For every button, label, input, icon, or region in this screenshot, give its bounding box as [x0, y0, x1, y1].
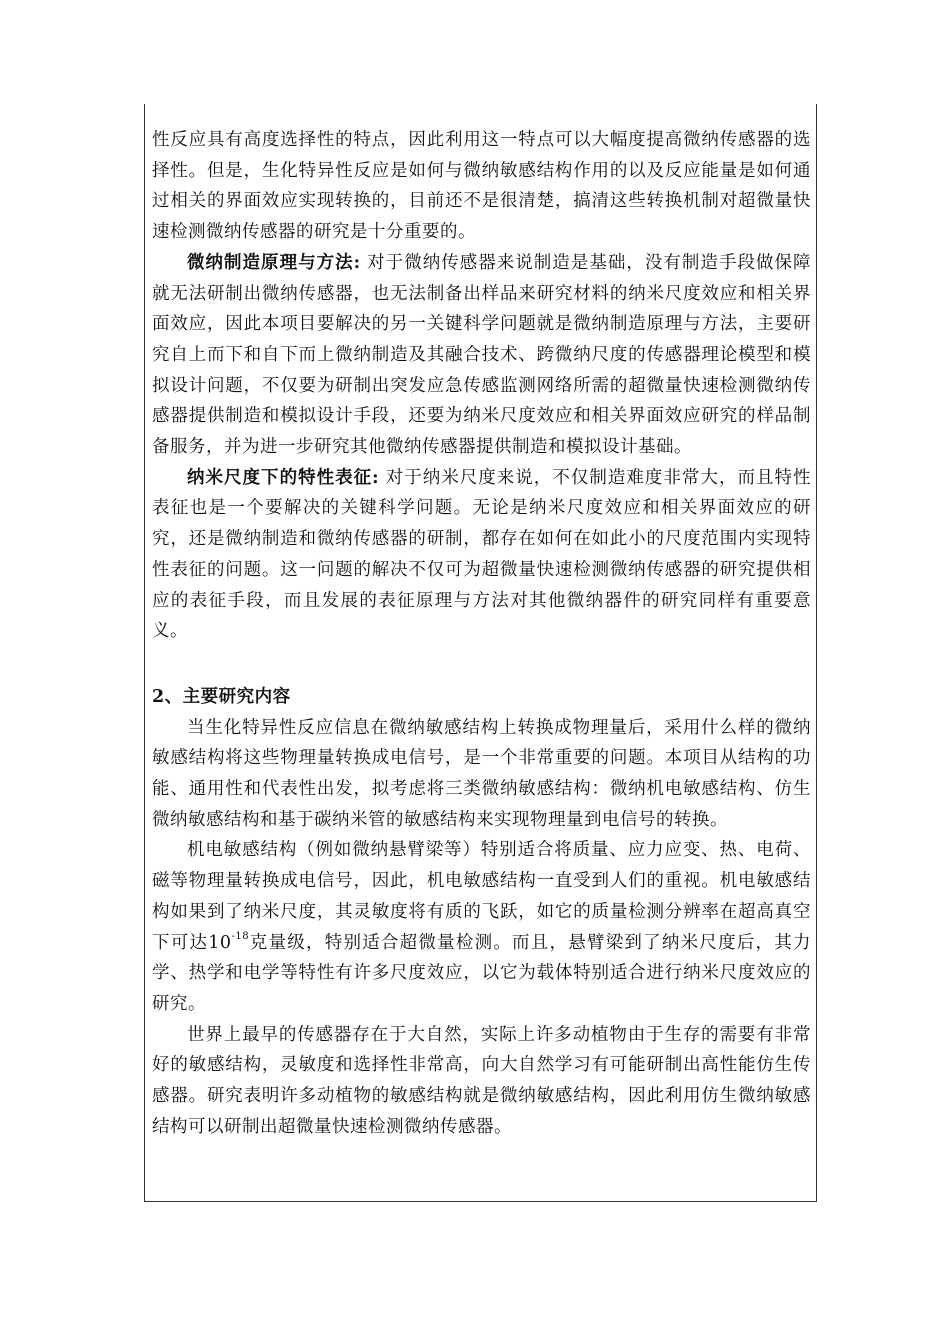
paragraph-bionic: 世界上最早的传感器存在于大自然，实际上许多动植物由于生存的需要有非常好的敏感结构，灵敏度和选择性非常高，向大自然学习有可能研制出高性能仿生传感器。研究表明许多动植物的敏感结构就是微纳敏感结构，因此利用仿生微纳敏感结构可以研制出超微量快速检测微纳传感器。: [152, 1024, 811, 1137]
fabrication-text: 对于微纳传感器来说制造是基础，没有制造手段做保障就无法研制出微纳传感器，也无法制备出样品来研究材料的纳米尺度效应和相关界面效应，因此本项目要解决的另一关键科学问题就是微纳制造原理与方法，主要研究自上而下和自下而上微纳制造及其融合技术、跨微纳尺度的传感器理论模型和模拟设计问题，不仅要为研制出突发应急传感监测网络所需的超微量快速检测微纳传感器提供制造和模拟设计手段，还要为纳米尺度效应和相关界面效应研究的样品制备服务，并为进一步研究其他微纳传感器提供制造和模拟设计基础。: [152, 252, 811, 458]
section-heading: 2、主要研究内容: [152, 686, 291, 707]
paragraph-intro: 当生化特异性反应信息在微纳敏感结构上转换成物理量后，采用什么样的微纳敏感结构将这些物理量转换成电信号，是一个非常重要的问题。本项目从结构的功能、通用性和代表性出发，拟考虑将三类微纳敏感结构：微纳机电敏感结构、仿生微纳敏感结构和基于碳纳米管的敏感结构来实现物理量到电信号的转换。: [152, 717, 811, 830]
exponent: -18: [231, 930, 250, 942]
paragraph-fabrication: [152, 248, 811, 463]
paragraph-characterization: [152, 463, 811, 647]
characterization-text: 对于纳米尺度来说，不仅制造难度非常大，而且特性表征也是一个要解决的关键科学问题。无论是纳米尺度效应和相关界面效应的研究，还是微纳制造和微纳传感器的研制，都存在如何在如此小的尺度范围内实现特性表征的问题。这一问题的解决不仅可为超微量快速检测微纳传感器的研究提供相应的表征手段，而且发展的表征原理与方法对其他微纳器件的研究同样有重要意义。: [152, 467, 811, 642]
fabrication-heading: 微纳制造原理与方法:: [187, 252, 361, 273]
paragraph-continued: 性反应具有高度选择性的特点，因此利用这一特点可以大幅度提高微纳传感器的选择性。但是，生化特异性反应是如何与微纳敏感结构作用的以及反应能量是如何通过相关的界面效应实现转换的，目前还不是很清楚，搞清这些转换机制对超微量快速检测微纳传感器的研究是十分重要的。: [152, 130, 811, 243]
characterization-heading: 纳米尺度下的特性表征:: [187, 467, 380, 488]
mechatronic-text-2: 克量级，特别适合超微量检测。而且，悬臂梁到了纳米尺度后，其力学、热学和电学等特性有许多尺度效应，以它为载体特别适合进行纳米尺度效应的研究。: [152, 932, 811, 1014]
paragraph-mechatronic: [152, 835, 811, 1019]
document-body: [152, 125, 811, 1143]
mechatronic-text-1: 机电敏感结构（例如微纳悬臂梁等）特别适合将质量、应力应变、热、电荷、磁等物理量转换成电信号，因此，机电敏感结构一直受到人们的重视。机电敏感结构如果到了纳米尺度，其灵敏度将有质的飞跃，如它的质量检测分辨率在超高真空下可达10: [152, 840, 811, 953]
spacer: [152, 647, 811, 682]
